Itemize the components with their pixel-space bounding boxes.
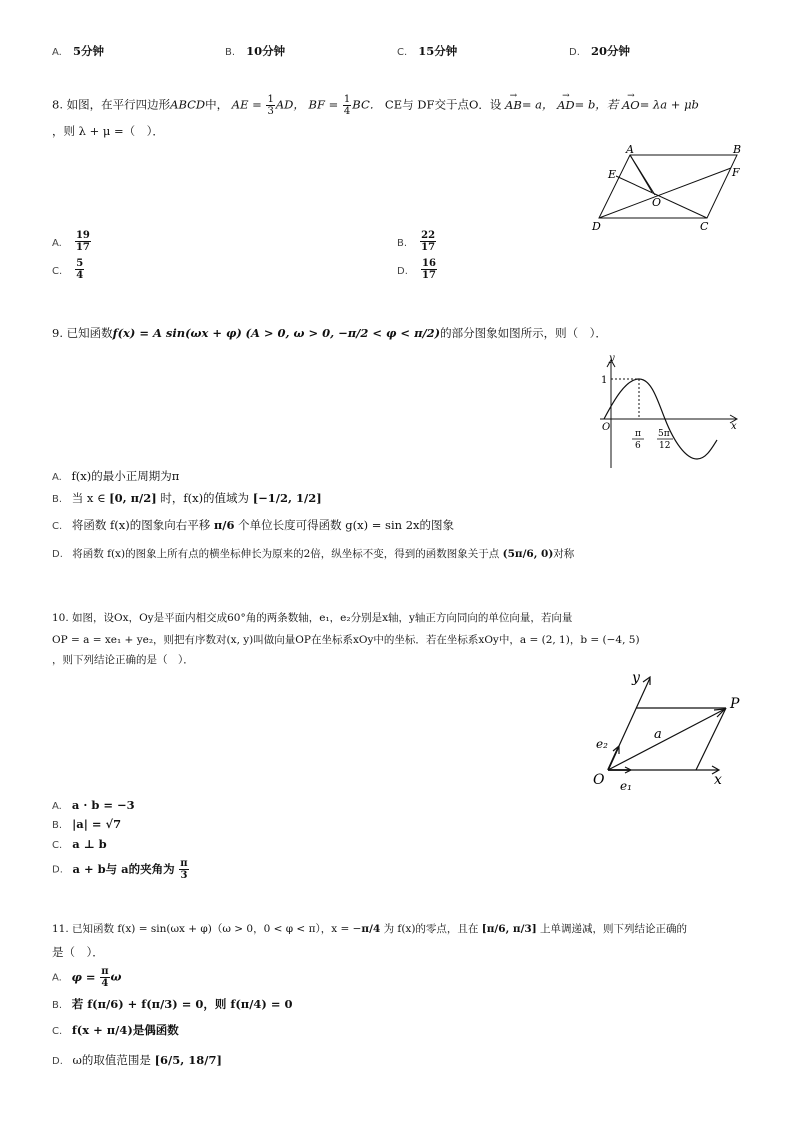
option-frac bbox=[75, 258, 84, 281]
vector-a-label: a bbox=[654, 727, 662, 742]
option-frac bbox=[75, 230, 91, 253]
q9-stem-text: 的部分图象如图所示，则（ ）． bbox=[440, 326, 607, 340]
q7-option-c[interactable] bbox=[397, 40, 457, 59]
question-number: 10. bbox=[52, 612, 69, 624]
q8-bf: BF = bbox=[308, 97, 339, 112]
option-text: φ = bbox=[71, 969, 96, 984]
option-frac: π/6 bbox=[213, 518, 235, 532]
segment-df bbox=[599, 168, 731, 218]
option-label: A. bbox=[52, 47, 62, 58]
q11-line2: 是（ ）． bbox=[52, 945, 104, 959]
option-label: C. bbox=[52, 521, 63, 532]
q8-option-b[interactable] bbox=[397, 230, 437, 253]
option-frac bbox=[100, 966, 109, 989]
option-text: 时，f(x)的值域为 bbox=[160, 491, 250, 505]
option-label: D. bbox=[52, 549, 63, 560]
q10-option-a[interactable] bbox=[52, 797, 135, 815]
q10-option-d[interactable] bbox=[52, 858, 190, 881]
frac-den: 3 bbox=[180, 870, 188, 881]
q10-line3: ，则下列结论正确的是（ ）． bbox=[52, 654, 194, 666]
option-text: 对称 bbox=[553, 548, 575, 560]
q9-option-c[interactable] bbox=[52, 517, 454, 535]
vector-e1-label: e₁ bbox=[620, 779, 632, 793]
origin-label: O bbox=[593, 772, 605, 788]
q8-ae-tail: AD， bbox=[275, 97, 305, 112]
option-label: B. bbox=[225, 47, 236, 58]
label-e: E bbox=[608, 168, 617, 181]
option-frac bbox=[179, 858, 188, 881]
option-text: 20分钟 bbox=[590, 44, 630, 58]
option-text: a ⊥ b bbox=[72, 837, 107, 851]
q9-option-a[interactable] bbox=[52, 468, 179, 486]
option-text: f(x + π/4)是偶函数 bbox=[71, 1023, 179, 1037]
q8-option-d[interactable] bbox=[397, 258, 438, 281]
q11-option-a[interactable] bbox=[52, 966, 121, 989]
label-a: A bbox=[626, 143, 634, 156]
frac-num: π bbox=[180, 858, 188, 869]
option-label: C. bbox=[52, 266, 63, 277]
q10-oblique-axes-figure bbox=[588, 668, 748, 793]
tick-5pi-num: 5π bbox=[658, 429, 670, 439]
option-label: C. bbox=[52, 1026, 63, 1037]
option-label: D. bbox=[52, 1056, 63, 1067]
q8-bf-tail: BC． bbox=[352, 97, 382, 112]
q11-option-b[interactable] bbox=[52, 996, 293, 1014]
frac-num: 16 bbox=[421, 258, 436, 269]
frac-num: 22 bbox=[421, 230, 436, 241]
option-label: C. bbox=[397, 47, 408, 58]
option-text: 将函数 f(x)的图象向右平移 bbox=[71, 518, 211, 532]
y-label: y bbox=[632, 670, 640, 686]
q11-frac: π/4 bbox=[361, 923, 381, 935]
option-label: D. bbox=[52, 864, 63, 876]
frac-den: 17 bbox=[421, 242, 436, 253]
tick-5pi-den: 12 bbox=[659, 441, 671, 451]
option-label: B. bbox=[52, 820, 63, 831]
frac-den: 3 bbox=[267, 106, 274, 117]
question-number: 8. bbox=[52, 97, 63, 112]
label-f: F bbox=[732, 166, 740, 179]
frac-den: 17 bbox=[75, 242, 90, 253]
x-label: x bbox=[731, 421, 737, 432]
q11-option-d[interactable] bbox=[52, 1052, 222, 1070]
q8-stem-line1 bbox=[52, 94, 699, 117]
label-c: C bbox=[700, 220, 709, 233]
frac-den: 4 bbox=[343, 106, 351, 117]
option-text: 个单位长度可得函数 g(x) = sin 2x的图象 bbox=[238, 518, 455, 532]
q10-line2: OP = a = xe₁ + ye₂，则把有序数对(x, y)叫做向量OP在坐标系xOy中的坐标．若在坐标系xOy中，a = (2, 1)，b = (−4, 5) bbox=[52, 634, 640, 646]
q9-condition: (A > 0, ω > 0, −π/2 < φ < π/2) bbox=[245, 326, 441, 340]
q8-stem-text: 中， bbox=[205, 97, 229, 112]
q8-ae-frac bbox=[266, 94, 274, 117]
q11-option-c[interactable] bbox=[52, 1022, 179, 1040]
option-text: 10分钟 bbox=[246, 44, 286, 58]
option-label: D. bbox=[569, 47, 580, 58]
option-text: ω bbox=[110, 969, 122, 984]
q8-vec-ao: → AO bbox=[622, 97, 640, 113]
option-text: ω的取值范围是 bbox=[72, 1053, 151, 1067]
q9-option-d[interactable] bbox=[52, 546, 574, 563]
frac-num: 19 bbox=[75, 230, 90, 241]
option-label: A. bbox=[52, 972, 62, 984]
option-label: A. bbox=[52, 472, 62, 483]
q7-option-d[interactable] bbox=[569, 40, 630, 59]
option-label: B. bbox=[397, 238, 408, 249]
q8-ae: AE = bbox=[231, 97, 262, 112]
option-label: D. bbox=[397, 266, 408, 277]
q9-stem-text: 已知函数 bbox=[66, 326, 113, 340]
q11-text: 为 f(x)的零点，且在 bbox=[383, 923, 479, 935]
q8-stem-line2: ，则 λ + μ =（ ）． bbox=[52, 124, 164, 138]
frac-num: 1 bbox=[343, 94, 351, 105]
q8-eq: = λa + μb bbox=[639, 97, 699, 112]
q10-option-b[interactable] bbox=[52, 816, 121, 834]
option-text: a · b = −3 bbox=[71, 798, 135, 812]
option-label: B. bbox=[52, 494, 63, 505]
parallel-right bbox=[696, 708, 726, 770]
option-interval: [0, π/2] bbox=[109, 491, 157, 505]
option-label: A. bbox=[52, 801, 62, 812]
frac-num: π bbox=[101, 966, 109, 977]
tick-pi-num: π bbox=[635, 429, 641, 439]
q9-func: f(x) = A sin(ωx + φ) bbox=[112, 326, 242, 340]
q10-option-c[interactable] bbox=[52, 836, 107, 854]
frac-den: 4 bbox=[101, 978, 109, 989]
q8-parallelogram-figure bbox=[590, 140, 750, 235]
origin-label: O bbox=[602, 422, 611, 433]
option-text: a + b与 a的夹角为 bbox=[72, 861, 175, 876]
q11-text: 已知函数 f(x) = sin(ωx + φ)（ω > 0，0 < φ < π），x = − bbox=[72, 923, 362, 935]
option-text: 5分钟 bbox=[72, 44, 104, 58]
option-text: 当 x ∈ bbox=[71, 491, 106, 505]
option-label: C. bbox=[52, 840, 63, 851]
label-b: B bbox=[733, 143, 742, 156]
option-text: 15分钟 bbox=[418, 44, 458, 58]
tick-one: 1 bbox=[601, 375, 608, 386]
option-text: 将函数 f(x)的图象上所有点的横坐标伸长为原来的2倍，纵坐标不变，得到的函数图象关于点 bbox=[72, 548, 500, 560]
q7-option-a[interactable] bbox=[52, 40, 104, 59]
option-interval: [6/5, 18/7] bbox=[154, 1053, 222, 1067]
option-frac bbox=[421, 258, 437, 281]
q11-text: 上单调递减，则下列结论正确的 bbox=[540, 923, 688, 935]
q8-vec-ab: → AB bbox=[505, 97, 522, 113]
frac-num: 1 bbox=[267, 94, 274, 105]
option-frac bbox=[420, 230, 436, 253]
frac-num: 5 bbox=[76, 258, 84, 269]
segment bbox=[630, 155, 652, 192]
q8-stem-text: CE与 DF交于点O．设 bbox=[384, 97, 502, 112]
q10-line1 bbox=[52, 610, 572, 626]
q9-option-b[interactable] bbox=[52, 490, 322, 508]
q8-eq: = b，若 bbox=[574, 97, 619, 112]
q11-interval: [π/6, π/3] bbox=[481, 923, 537, 935]
option-text: |a| = √7 bbox=[72, 817, 122, 831]
vector-a bbox=[608, 710, 723, 770]
option-text: f(x)的最小正周期为π bbox=[71, 469, 180, 483]
q9-sine-graph bbox=[596, 352, 742, 470]
q8-option-c[interactable] bbox=[52, 258, 85, 281]
frac-den: 4 bbox=[76, 270, 84, 281]
vector-e2-label: e₂ bbox=[596, 737, 608, 751]
label-o: O bbox=[652, 196, 662, 209]
vector-e2 bbox=[608, 748, 618, 770]
y-label: y bbox=[609, 353, 615, 364]
option-label: B. bbox=[52, 1000, 63, 1011]
q8-eq: = a， bbox=[521, 97, 554, 112]
option-point: (5π/6, 0) bbox=[502, 548, 554, 560]
q8-vec-ad: → AD bbox=[557, 97, 575, 113]
frac-den: 17 bbox=[421, 270, 436, 281]
point-p-label: P bbox=[730, 696, 740, 712]
label-d: D bbox=[592, 220, 601, 233]
option-range: [−1/2, 1/2] bbox=[252, 491, 322, 505]
q8-option-a[interactable] bbox=[52, 230, 92, 253]
parallelogram-shape bbox=[599, 155, 737, 218]
q9-stem bbox=[52, 325, 607, 341]
q11-line1 bbox=[52, 921, 687, 937]
q10-text: 如图，设Ox，Oy是平面内相交成60°角的两条数轴，e₁，e₂分别是x轴，y轴正方向同向的单位向量，若向量 bbox=[72, 612, 573, 624]
q7-option-b[interactable] bbox=[225, 40, 285, 59]
option-text: 若 f(π/6) + f(π/3) = 0，则 f(π/4) = 0 bbox=[71, 997, 293, 1011]
q8-parallelogram: ABCD bbox=[170, 97, 206, 112]
question-number: 11. bbox=[52, 923, 69, 935]
option-label: A. bbox=[52, 238, 62, 249]
q8-bf-frac bbox=[343, 94, 351, 117]
tick-pi-den: 6 bbox=[635, 441, 641, 451]
q8-stem-text: 如图，在平行四边形 bbox=[66, 97, 171, 112]
x-label: x bbox=[714, 772, 722, 788]
question-number: 9. bbox=[52, 326, 63, 340]
